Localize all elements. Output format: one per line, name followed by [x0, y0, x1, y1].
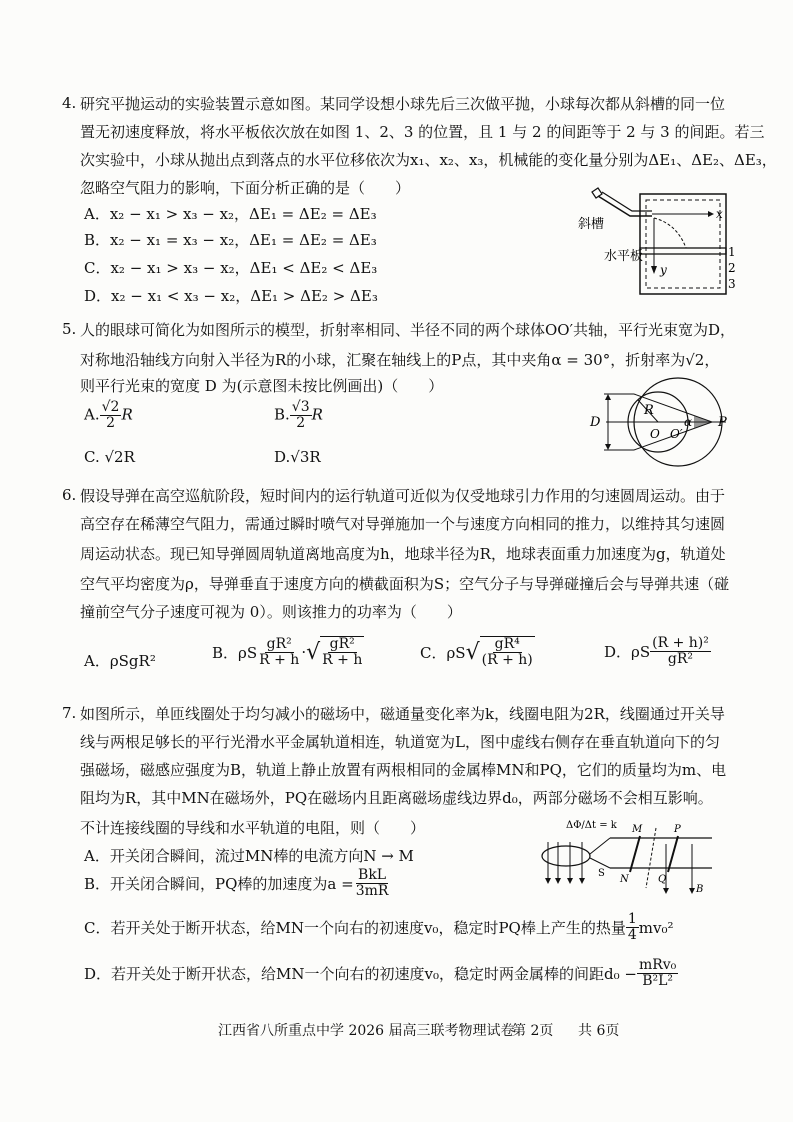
q7-option-b-num: BkL [358, 867, 387, 883]
q6-option-c-prefix: C．ρS [420, 643, 466, 662]
footer-school: 江西省八所重点中学 2026 届高三联考物理试卷 [218, 1023, 515, 1039]
q5-option-c[interactable]: C. √2R [84, 448, 135, 466]
q4-line-1: 研究平抛运动的实验装置示意如图。某同学设想小球先后三次做平抛，小球每次都从斜槽的同一位 [80, 95, 726, 113]
q5-option-d[interactable]: D.√3R [274, 448, 321, 466]
q7-option-d-num: mRv₀ [638, 957, 677, 973]
q5-option-a-suffix: R [121, 405, 133, 424]
q6-option-b-frac-den: R + h [259, 651, 300, 668]
q7-line-2: 线与两根足够长的平行光滑水平金属轨道相连，轨道宽为L，图中虚线右侧存在垂直轨道向下的匀 [80, 733, 720, 751]
q5-option-a-den: 2 [106, 415, 115, 431]
q5-number: 5. [62, 320, 77, 338]
q7-option-c-prefix: C．若开关处于断开状态，给MN一个向右的初速度v₀，稳定时PQ棒上产生的热量 [84, 919, 626, 937]
q4-line-2: 置无初速度释放，将水平板依次放在如图 1、2、3 的位置，且 1 与 2 的间距等于 2 与 3 的间距。若三 [80, 123, 765, 141]
footer-page: 第 2页 [512, 1023, 554, 1039]
q4-label-pos2: 2 [728, 261, 736, 275]
q7-option-c[interactable] [84, 912, 674, 943]
q6-line-3: 周运动状态。现已知导弹圆周轨道离地高度为h，地球半径为R，地球表面重力加速度为g，轨道处 [80, 545, 726, 563]
q6-option-d-den: gR² [667, 651, 694, 667]
q4-option-a[interactable]: A．x₂ − x₁ > x₃ − x₂，ΔE₁ = ΔE₂ = ΔE₃ [84, 205, 377, 223]
q7-option-d-den: B²L² [642, 973, 674, 989]
q7-option-c-num: 1 [627, 911, 637, 927]
q4-option-d[interactable]: D．x₂ − x₁ < x₃ − x₂，ΔE₁ > ΔE₂ > ΔE₃ [84, 287, 378, 305]
q4-label-y: y [660, 263, 667, 277]
q7-option-d-prefix: D．若开关处于断开状态，给MN一个向右的初速度v₀，稳定时两金属棒的间距d₀ − [84, 965, 637, 983]
q7-label-N: N [620, 874, 629, 885]
q7-option-d[interactable] [84, 958, 678, 989]
q7-line-4: 阻均为R，其中MN在磁场外，PQ在磁场内且距离磁场虚线边界d₀，两部分磁场不会相互影响。 [80, 789, 713, 807]
q5-option-a-prefix: A. [84, 405, 100, 424]
q5-option-a[interactable] [84, 400, 133, 431]
q7-option-b[interactable] [84, 868, 390, 899]
q4-label-chute: 斜槽 [578, 217, 605, 232]
q4-label-pos1: 1 [728, 245, 736, 259]
q6-option-b-root-den: R + h [322, 652, 363, 668]
q5-option-b-prefix: B. [274, 405, 290, 424]
q6-option-d-num: (R + h)² [652, 635, 709, 651]
q7-label-M: M [632, 824, 643, 835]
q6-option-c[interactable]: C．ρS √ $\frac{\text{gR⁴}}{(R + h)}$ [420, 636, 533, 668]
q6-line-1: 假设导弹在高空巡航阶段，短时间内的运行轨道可近似为仅受地球引力作用的匀速圆周运动。由于 [80, 487, 726, 505]
q6-option-d[interactable] [604, 636, 711, 667]
q7-option-c-den: 4 [627, 927, 637, 943]
q6-option-b-dot: · [301, 643, 307, 661]
q7-line-5: 不计连接线圈的导线和水平轨道的电阻，则（ ） [80, 819, 426, 837]
q6-option-b-prefix: B．ρS [212, 643, 258, 662]
q4-label-board: 水平板 [604, 249, 644, 264]
q7-option-a[interactable]: A．开关闭合瞬间，流过MN棒的电流方向N → M [84, 847, 414, 865]
q6-option-c-root-num: gR⁴ [494, 636, 520, 652]
q6-option-d-prefix: D．ρS [604, 643, 651, 661]
q5-line-3: 则平行光束的宽度 D 为(示意图未按比例画出)（ ） [80, 377, 444, 395]
q6-line-5: 撞前空气分子速度可视为 0）。则该推力的功率为（ ） [80, 603, 462, 621]
q5-label-R: R [644, 403, 654, 418]
q7-option-c-suffix: mv₀² [638, 918, 674, 937]
q6-option-b[interactable]: B．ρS $\frac{\text{gR²}}{R + h}$ · √ $\frac{\text{gR²}}{R + h}$ [212, 635, 363, 668]
q5-option-b-den: 2 [296, 415, 306, 431]
q4-label-pos3: 3 [728, 277, 736, 291]
q4-number: 4. [62, 94, 77, 112]
q7-label-B: B [696, 884, 704, 895]
q7-label-P: P [674, 824, 681, 835]
q6-line-2: 高空存在稀薄空气阻力，需通过瞬时喷气对导弹施加一个与速度方向相同的推力，以维持其匀速圆 [80, 515, 726, 533]
q5-option-b[interactable] [274, 400, 323, 431]
q7-line-1: 如图所示，单匝线圈处于均匀减小的磁场中，磁通量变化率为k，线圈电阻为2R，线圈通过开关导 [80, 705, 725, 723]
q5-option-a-num: √2 [101, 399, 120, 415]
q7-option-b-prefix: B．开关闭合瞬间，PQ棒的加速度为a = [84, 875, 354, 893]
q6-option-b-frac-num: gR² [266, 635, 292, 652]
q5-label-D: D [590, 415, 601, 430]
q7-label-rate: ΔΦ/Δt = k [566, 820, 617, 831]
q4-option-c[interactable]: C．x₂ − x₁ > x₃ − x₂，ΔE₁ < ΔE₂ < ΔE₃ [84, 259, 378, 277]
q5-line-2: 对称地沿轴线方向射入半径为R的小球，汇聚在轴线上的P点，其中夹角α = 30°，折射率为√2， [80, 351, 720, 369]
q4-line-4: 忽略空气阻力的影响，下面分析正确的是（ ） [80, 179, 411, 197]
footer-total: 共 6页 [578, 1023, 620, 1039]
q6-option-c-root-den: (R + h) [481, 652, 533, 668]
q6-option-b-root-num: gR² [329, 636, 355, 652]
q4-option-b[interactable]: B．x₂ − x₁ = x₃ − x₂，ΔE₁ = ΔE₂ = ΔE₃ [84, 231, 377, 249]
q5-label-O2: O′ [670, 427, 683, 441]
q7-figure [540, 814, 715, 896]
q6-number: 6. [62, 486, 77, 504]
q5-figure [586, 378, 736, 470]
q5-option-b-num: √3 [291, 399, 310, 415]
q5-label-P: P [718, 415, 727, 430]
q6-line-4: 空气平均密度为ρ，导弹垂直于速度方向的横截面积为S；空气分子与导弹碰撞后会与导弹共速（碰 [80, 575, 730, 593]
q4-figure [578, 180, 736, 300]
q7-label-S: S [598, 868, 605, 879]
q5-option-b-suffix: R [311, 405, 323, 424]
q7-number: 7. [62, 704, 77, 722]
q5-label-O: O [650, 427, 660, 441]
q4-label-x: x [716, 207, 723, 221]
q7-label-Q: Q [658, 874, 667, 885]
q4-line-3: 次实验中，小球从抛出点到落点的水平位移依次为x₁、x₂、x₃，机械能的变化量分别为ΔE₁、ΔE₂、ΔE₃， [80, 151, 777, 169]
q6-option-a[interactable]: A．ρSgR² [84, 652, 156, 670]
q5-label-alpha: α [684, 415, 693, 429]
q7-line-3: 强磁场，磁感应强度为B，轨道上静止放置有两根相同的金属棒MN和PQ，它们的质量均为m、电 [80, 761, 727, 779]
q5-line-1: 人的眼球可简化为如图所示的模型，折射率相同、半径不同的两个球体OO′共轴，平行光束宽为D， [80, 321, 736, 339]
q7-option-b-den: 3mR [355, 883, 389, 899]
